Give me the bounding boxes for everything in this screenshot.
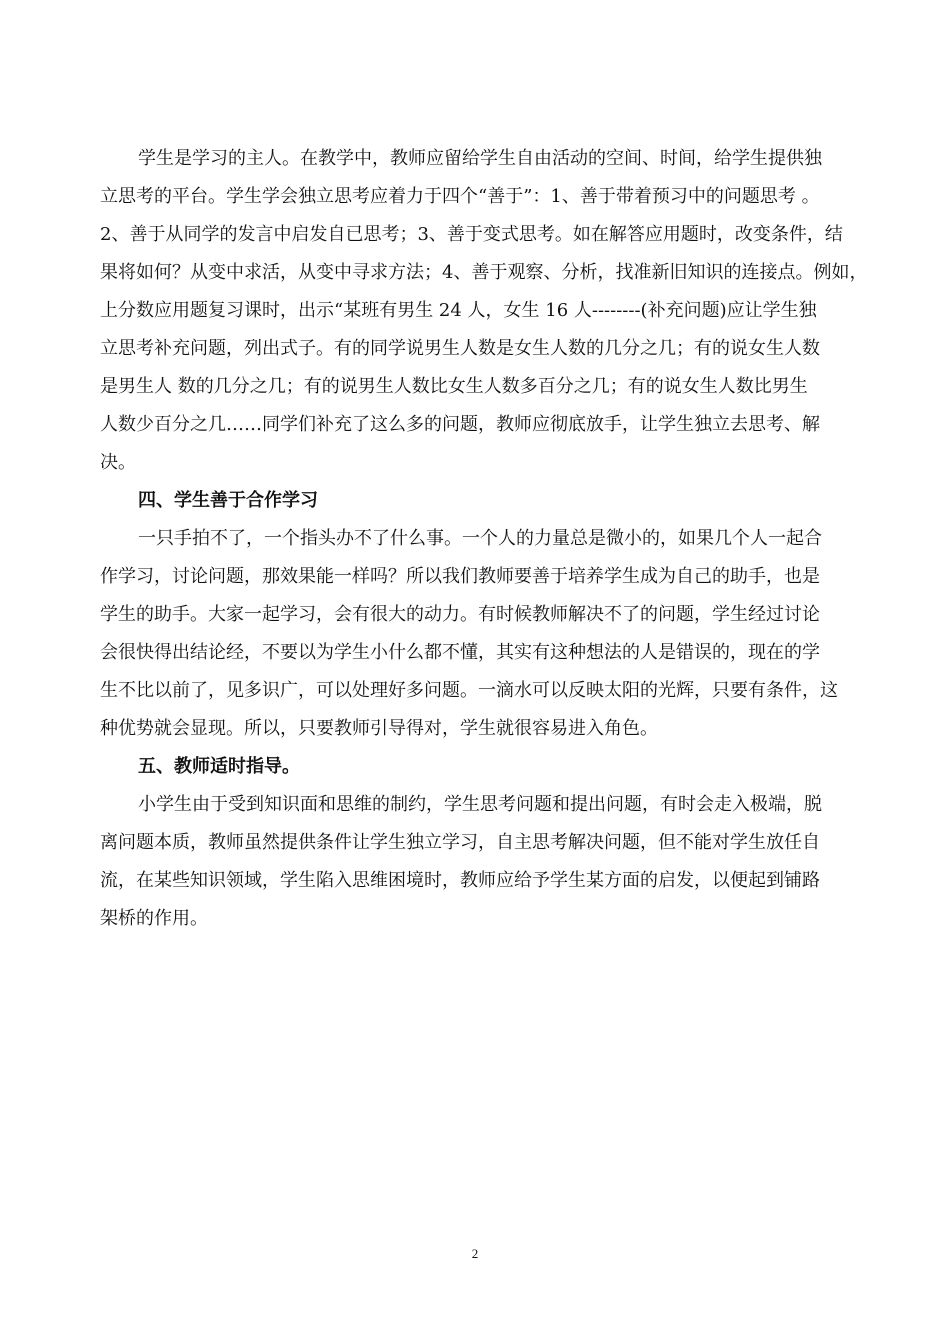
section-heading-teacher-guidance: 五、教师适时指导。 (138, 756, 300, 777)
paragraph-line: 生不比以前了，见多识广，可以处理好多问题。一滴水可以反映太阳的光辉，只要有条件，这 (100, 680, 838, 701)
paragraph-line: 决。 (100, 452, 136, 473)
paragraph-line: 一只手拍不了，一个指头办不了什么事。一个人的力量总是微小的，如果几个人一起合 (138, 528, 822, 549)
paragraph-line: 上分数应用题复习课时，出示“某班有男生 24 人，女生 16 人--------(补充问题)应让学生独 (100, 300, 817, 321)
paragraph-line: 作学习，讨论问题，那效果能一样吗？所以我们教师要善于培养学生成为自己的助手，也是 (100, 566, 820, 587)
paragraph-line: 种优势就会显现。所以，只要教师引导得对，学生就很容易进入角色。 (100, 718, 658, 739)
section-heading-cooperative-learning: 四、学生善于合作学习 (138, 490, 318, 511)
paragraph-teacher-guidance (100, 786, 860, 938)
paragraph-line: 立思考补充问题，列出式子。有的同学说男生人数是女生人数的几分之几；有的说女生人数 (100, 338, 820, 359)
paragraph-independent-thinking (100, 140, 868, 482)
paragraph-line: 学生是学习的主人。在教学中，教师应留给学生自由活动的空间、时间，给学生提供独 (138, 148, 822, 169)
document-body (100, 140, 868, 938)
paragraph-line: 离问题本质，教师虽然提供条件让学生独立学习，自主思考解决问题，但不能对学生放任自 (100, 832, 820, 853)
paragraph-line: 流，在某些知识领域，学生陷入思维困境时，教师应给予学生某方面的启发，以便起到铺路 (100, 870, 820, 891)
paragraph-cooperative-learning (100, 520, 860, 748)
paragraph-line: 小学生由于受到知识面和思维的制约，学生思考问题和提出问题，有时会走入极端，脱 (138, 794, 822, 815)
paragraph-line: 是男生人 数的几分之几；有的说男生人数比女生人数多百分之几；有的说女生人数比男生 (100, 376, 808, 397)
paragraph-line: 2、善于从同学的发言中启发自已思考；3、善于变式思考。如在解答应用题时，改变条件，结 (100, 224, 843, 245)
paragraph-line: 人数少百分之几……同学们补充了这么多的问题，教师应彻底放手，让学生独立去思考、解 (100, 414, 820, 435)
paragraph-line: 会很快得出结论经，不要以为学生小什么都不懂，其实有这种想法的人是错误的，现在的学 (100, 642, 820, 663)
paragraph-line: 学生的助手。大家一起学习，会有很大的动力。有时候教师解决不了的问题，学生经过讨论 (100, 604, 820, 625)
paragraph-line: 立思考的平台。学生学会独立思考应着力于四个“善于”：1、善于带着预习中的问题思考 。 (100, 186, 820, 207)
paragraph-line: 架桥的作用。 (100, 908, 208, 929)
page-number: 2 (471, 1246, 479, 1261)
paragraph-line: 果将如何？从变中求活，从变中寻求方法；4、善于观察、分析，找准新旧知识的连接点。例如， (100, 262, 868, 283)
